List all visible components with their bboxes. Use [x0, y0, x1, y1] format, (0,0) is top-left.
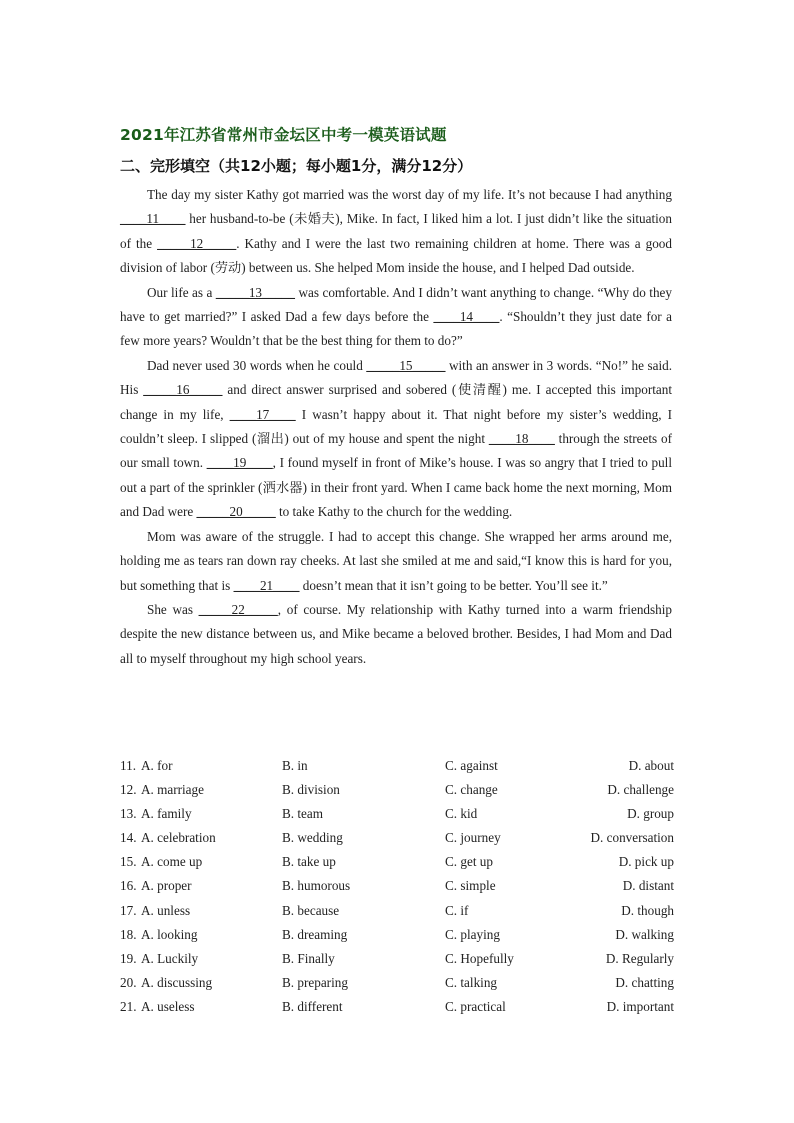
passage-text: to take Kathy to the church for the wedding. [275, 504, 513, 520]
passage-text: She was [147, 601, 199, 617]
blank-22: _____22_____ [198, 601, 278, 617]
option-a: A. proper [141, 878, 192, 894]
question-number: 21. [120, 998, 137, 1014]
option-b: B. Finally [282, 950, 335, 966]
option-b: B. dreaming [282, 926, 348, 942]
question-number: 20. [120, 974, 137, 990]
passage-text: through the streets of our small town. [120, 431, 672, 471]
question-number: 19. [120, 950, 137, 966]
question-row [120, 802, 676, 826]
option-c: C. playing [445, 926, 500, 942]
passage-text: . “Shouldn’t they just date for a few more years? Wouldn’t that be the best thing for them to do?” [120, 309, 673, 349]
question-row [120, 899, 676, 923]
question-row [120, 826, 676, 850]
blank-21: ____21____ [233, 577, 300, 593]
option-b: B. in [282, 758, 308, 773]
question-row [120, 874, 676, 898]
passage-text: was comfortable. And I didn’t want anything to change. “Why do they have to get married?” I asked Dad a few days before the [120, 284, 672, 325]
passage-paragraph [120, 598, 672, 671]
option-d: D. important [606, 998, 674, 1014]
blank-19: ____19____ [206, 455, 273, 471]
passage-text: , I found myself in front of Mike’s house. I was so angry that I tried to pull out a part of the sprinkler (洒水器) in their front yard. When I came back home the next morning, Mom and Dad were [120, 455, 672, 520]
document-title: 2021年江苏省常州市金坛区中考一模英语试题 [120, 126, 447, 144]
option-c: C. journey [445, 830, 501, 846]
blank-12: _____12_____ [157, 235, 237, 251]
option-d: D. walking [615, 926, 674, 942]
blank-16: _____16_____ [143, 382, 223, 398]
option-d: D. chatting [615, 974, 674, 990]
option-a: A. come up [141, 854, 203, 870]
passage-text: Mom was aware of the struggle. I had to accept this change. She wrapped her arms around me, holding me as tears ran down ray cheeks. At last she smiled at me and said,“I know this is hard for you, but something that is [120, 528, 672, 593]
passage-text: The day my sister Kathy got married was the worst day of my life. It’s not because I had anything [147, 187, 672, 202]
option-c: C. get up [445, 854, 493, 870]
question-row [120, 923, 676, 947]
passage-paragraph [120, 183, 672, 281]
passage-text: doesn’t mean that it isn’t going to be better. You’ll see it.” [299, 577, 608, 593]
passage-paragraph [120, 354, 672, 525]
option-c: C. if [445, 902, 469, 918]
option-d: D. Regularly [605, 950, 674, 966]
question-number: 17. [120, 902, 137, 918]
passage-text: Our life as a [147, 284, 216, 300]
passage-text: her husband-to-be (未婚夫), Mike. In fact, I liked him a lot. I just didn’t like the situation of the [120, 211, 672, 251]
option-b: B. because [282, 902, 340, 918]
option-c: C. talking [445, 974, 498, 990]
blank-18: ____18____ [488, 431, 555, 447]
passage-text: with an answer in 3 words. “No!” he said. His [120, 357, 672, 398]
option-d: D. distant [622, 878, 674, 894]
question-number: 15. [120, 854, 137, 870]
option-a: A. for [141, 758, 173, 773]
question-number: 16. [120, 878, 137, 894]
option-c: C. against [445, 758, 498, 773]
option-c: C. change [445, 782, 498, 798]
option-c: C. Hopefully [445, 950, 514, 966]
passage-paragraph [120, 525, 672, 598]
option-a: A. Luckily [141, 950, 199, 966]
blank-14: ____14____ [433, 309, 500, 325]
option-a: A. unless [141, 902, 191, 918]
blank-15: _____15_____ [366, 357, 446, 373]
question-row [120, 947, 676, 971]
passage-text: . Kathy and I were the last two remaining children at home. There was a good division of labor (劳动) between us. She helped Mom inside the house, and I helped Dad outside. [120, 235, 672, 276]
option-b: B. division [282, 782, 340, 798]
option-d: D. pick up [618, 854, 674, 870]
passage-paragraph [120, 281, 672, 354]
option-d: D. conversation [590, 830, 674, 846]
blank-13: _____13_____ [215, 284, 295, 300]
option-c: C. kid [445, 806, 478, 822]
option-a: A. family [141, 806, 192, 822]
question-row [120, 778, 676, 802]
question-number: 11. [120, 758, 136, 773]
passage-text: Dad never used 30 words when he could [147, 357, 367, 373]
option-a: A. useless [141, 998, 195, 1014]
option-a: A. looking [141, 926, 198, 942]
blank-20: _____20_____ [196, 504, 276, 520]
question-number: 14. [120, 830, 137, 846]
option-d: D. though [621, 902, 674, 918]
option-b: B. team [282, 806, 324, 822]
question-number: 13. [120, 806, 137, 822]
option-a: A. celebration [141, 830, 216, 846]
option-a: A. discussing [141, 974, 213, 990]
option-c: C. simple [445, 878, 496, 894]
option-b: B. preparing [282, 974, 348, 990]
blank-11: ____11____ [120, 211, 186, 227]
passage-text: I wasn’t happy about it. That night before my sister’s wedding, I couldn’t sleep. I slipped (溜出) out of my house and spent the night [120, 406, 672, 447]
option-c: C. practical [445, 998, 506, 1014]
section-heading: 二、完形填空（共12小题；每小题1分，满分12分） [120, 157, 473, 175]
option-a: A. marriage [141, 782, 204, 798]
option-b: B. humorous [282, 878, 351, 894]
passage-text: , of course. My relationship with Kathy turned into a warm friendship despite the new distance between us, and Mike became a beloved brother. Besides, I had Mom and Dad all to myself throughout my high school years. [120, 601, 672, 666]
option-b: B. different [282, 998, 343, 1014]
question-row [120, 850, 676, 874]
cloze-passage [120, 183, 672, 671]
blank-17: ____17____ [229, 406, 296, 422]
question-number: 12. [120, 782, 137, 798]
passage-text: and direct answer surprised and sobered (使清醒) me. I accepted this important change in my life, [120, 382, 672, 422]
option-b: B. take up [282, 854, 336, 870]
answer-options [120, 754, 676, 1019]
option-d: D. group [627, 806, 674, 822]
option-b: B. wedding [282, 830, 343, 846]
question-number: 18. [120, 926, 137, 942]
question-row [120, 754, 676, 778]
option-d: D. challenge [607, 782, 674, 798]
question-row [120, 971, 676, 995]
question-row [120, 995, 676, 1019]
option-d: D. about [628, 758, 674, 773]
